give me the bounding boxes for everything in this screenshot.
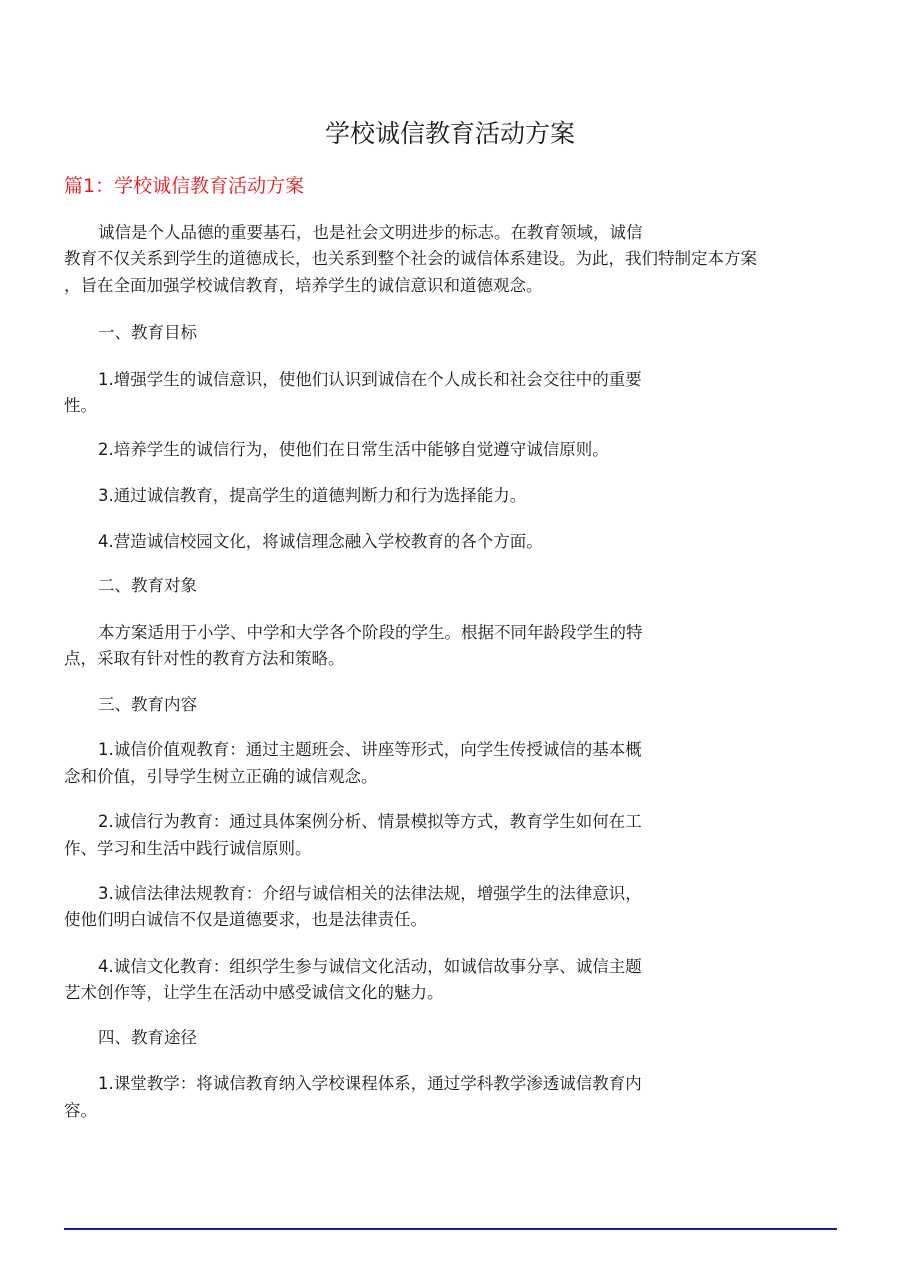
list-item-line: 性。 — [64, 396, 97, 415]
heading-line: 一、教育目标 — [98, 323, 197, 342]
heading-line: 二、教育对象 — [98, 576, 197, 595]
list-item-line: 1.诚信价值观教育：通过主题班会、讲座等形式，向学生传授诚信的基本概 — [98, 740, 642, 759]
paragraph-line: 诚信是个人品德的重要基石，也是社会文明进步的标志。在教育领域，诚信 — [98, 223, 643, 242]
heading-line: 四、教育途径 — [98, 1028, 197, 1047]
list-item-line: 念和价值，引导学生树立正确的诚信观念。 — [64, 767, 378, 786]
list-item-line: 4.营造诚信校园文化，将诚信理念融入学校教育的各个方面。 — [98, 532, 543, 551]
heading-line: 三、教育内容 — [98, 695, 197, 714]
list-item-line: 艺术创作等，让学生在活动中感受诚信文化的魅力。 — [64, 983, 444, 1002]
paragraph-line: 本方案适用于小学、中学和大学各个阶段的学生。根据不同年龄段学生的特 — [98, 623, 643, 642]
paragraph-line: 教育不仅关系到学生的道德成长，也关系到整个社会的诚信体系建设。为此，我们特制定本方案 — [64, 249, 757, 268]
section-title: 篇1：学校诚信教育活动方案 — [64, 175, 305, 197]
list-item-line: 3.通过诚信教育，提高学生的道德判断力和行为选择能力。 — [98, 486, 527, 505]
list-item-line: 使他们明白诚信不仅是道德要求，也是法律责任。 — [64, 910, 427, 929]
list-item-line: 作、学习和生活中践行诚信原则。 — [64, 839, 312, 858]
list-item-line: 3.诚信法律法规教育：介绍与诚信相关的法律法规，增强学生的法律意识， — [98, 884, 642, 903]
list-item-line: 1.增强学生的诚信意识，使他们认识到诚信在个人成长和社会交往中的重要 — [98, 370, 642, 389]
paragraph-line: ，旨在全面加强学校诚信教育，培养学生的诚信意识和道德观念。 — [64, 276, 543, 295]
paragraph-line: 点，采取有针对性的教育方法和策略。 — [64, 649, 345, 668]
list-item-line: 容。 — [64, 1101, 97, 1120]
list-item-line: 4.诚信文化教育：组织学生参与诚信文化活动，如诚信故事分享、诚信主题 — [98, 957, 642, 976]
list-item-line: 2.培养学生的诚信行为，使他们在日常生活中能够自觉遵守诚信原则。 — [98, 440, 609, 459]
list-item-line: 2.诚信行为教育：通过具体案例分析、情景模拟等方式，教育学生如何在工 — [98, 812, 642, 831]
footer-rule — [64, 1228, 837, 1230]
list-item-line: 1.课堂教学：将诚信教育纳入学校课程体系，通过学科教学渗透诚信教育内 — [98, 1074, 642, 1093]
document-title: 学校诚信教育活动方案 — [324, 119, 575, 148]
